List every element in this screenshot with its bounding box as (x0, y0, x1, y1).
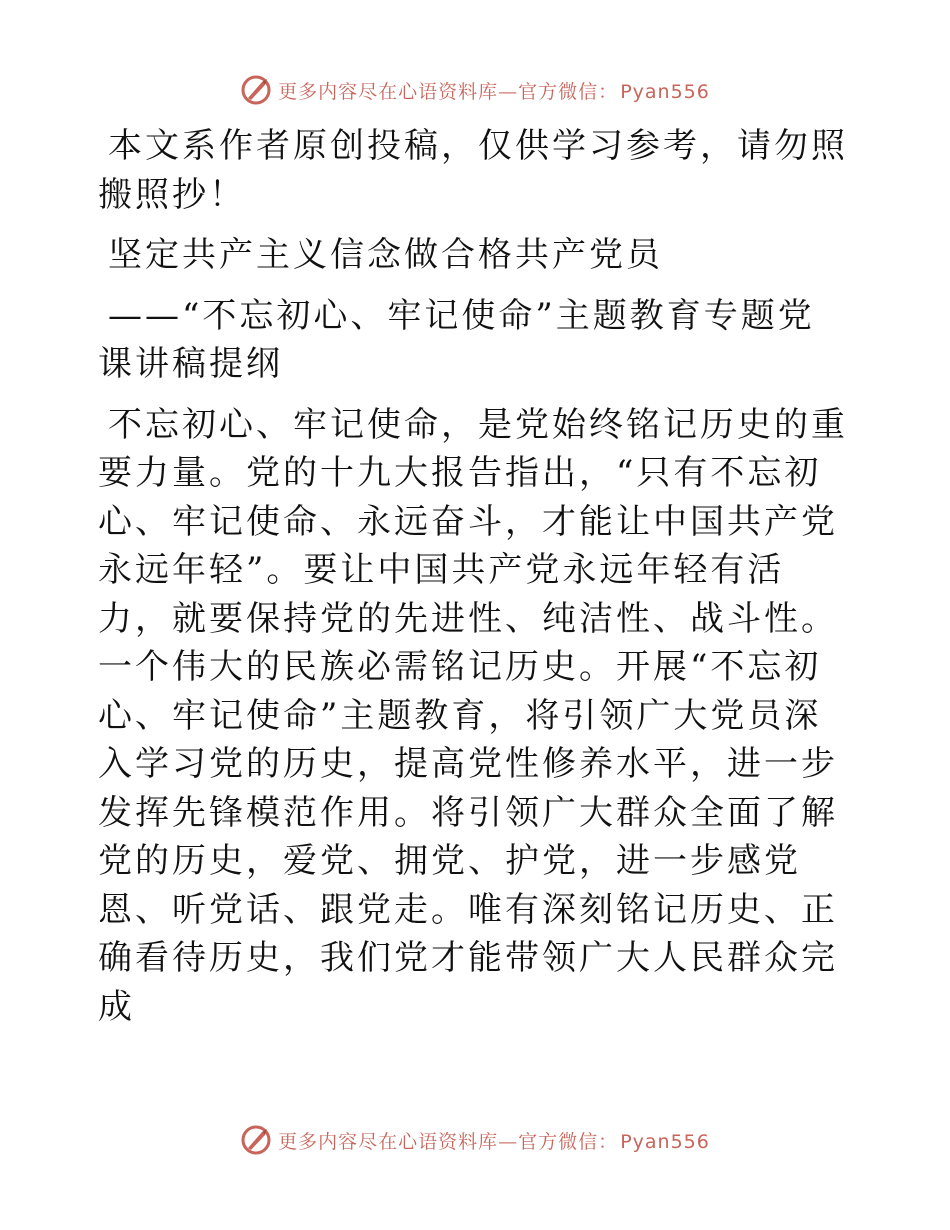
footer-watermark-banner (0, 1120, 950, 1160)
document-title: 坚定共产主义信念做合格共产党员 (108, 235, 663, 275)
header-watermark-banner (0, 70, 950, 110)
document-content (98, 122, 850, 1043)
banner-text: 更多内容尽在心语资料库—官方微信： Pyan556 (278, 80, 710, 103)
quill-logo-icon (240, 1124, 272, 1156)
copyright-notice: 本文系作者原创投稿，仅供学习参考，请勿照搬照抄！ (98, 126, 848, 215)
body-paragraph: 不忘初心、牢记使命，是党始终铭记历史的重要力量。党的十九大报告指出，“只有不忘初心、牢记使命、永远奋斗，才能让中国共产党永远年轻”。要让中国共产党永远年轻有活力，就要保持党的先进性、纯洁性、战斗性。一个伟大的民族必需铭记历史。开展“不忘初心、牢记使命”主题教育，将引领广大党员深入学习党的历史，提高党性修养水平，进一步发挥先锋模范作用。将引领广大群众全面了解党的历史，爱党、拥党、护党，进一步感党恩、听党话、跟党走。唯有深刻铭记历史、正确看待历史，我们党才能带领广大人民群众完成 (98, 404, 848, 1027)
banner-text: 更多内容尽在心语资料库—官方微信： Pyan556 (278, 1130, 710, 1153)
quill-logo-icon (240, 74, 272, 106)
document-subtitle: ——“不忘初心、牢记使命”主题教育专题党课讲稿提纲 (98, 295, 815, 384)
